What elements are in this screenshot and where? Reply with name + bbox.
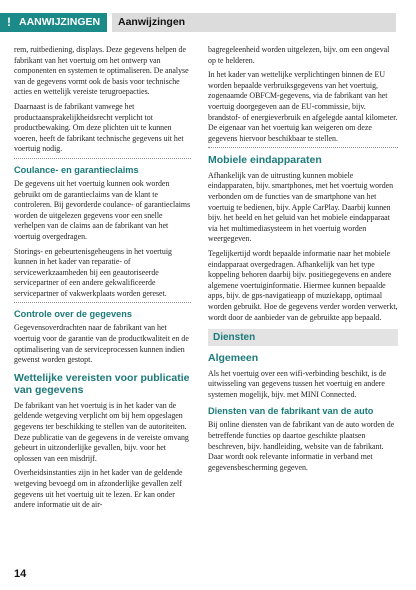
paragraph: De gegevens uit het voertuig kunnen ook worden gebruikt om de garantieclaims van de klant te controleren. Bij gevorderde coulance- of garantieclaims worden de uitgelezen gegevens voor een snelle verhelpen van de claims aan de fabrikant van het voertuig overgedragen. <box>14 178 191 241</box>
paragraph: rem, ruitbediening, displays. Deze gegevens helpen de fabrikant van het voertuig om het ontwerp van componenten en systemen te optimaliseren. De analyse van de gegevens vormt ook de basis voor technische acties en wettelijk vereiste terugroepacties. <box>14 45 189 97</box>
paragraph: Storings- en gebeurtenisgeheugens in het voertuig kunnen in het kader van reparatie- of servicewerkzaamheden bij een geautoriseerde servicepartner of een andere gekwalificeerde servicepartner of vakwerkplaats worden gereset. <box>14 247 191 304</box>
heading-algemeen: Algemeen <box>208 352 259 365</box>
section-tab <box>0 13 107 32</box>
subheading-diensten-fabrikant: Diensten van de fabrikant van de auto <box>208 406 374 417</box>
section-band-diensten: Diensten <box>208 329 398 346</box>
paragraph: Bij online diensten van de fabrikant van de auto worden de betreffende functies op daartoe geschikte plaatsen beschreven, bijv. handleiding, website van de fabrikant. Daar wordt ook relevante informatie in verband met gegevensbescherming gegeven. <box>208 420 395 472</box>
paragraph: Als het voertuig over een wifi-verbinding beschikt, is de uitwisseling van gegevens tussen het voertuig en andere systemen mogelijk, bijv. met MINI Connected. <box>208 368 387 399</box>
heading-mobiele-eindapparaten: Mobiele eindapparaten <box>208 154 322 167</box>
paragraph: De fabrikant van het voertuig is in het kader van de geldende wetgeving verplicht om bij hem opgeslagen gegevens ter beschikking te stellen van de autoriteiten. Deze publicatie van de gegevens in de vereiste omvang gebeurt in uitzonderlijke gevallen, bijv. voor het oplossen van een misdrijf. <box>14 400 189 463</box>
chapter-title: Aanwijzingen <box>112 13 396 32</box>
paragraph: Daarnaast is de fabrikant vanwege het productaansprakelijkheidsrecht verplicht tot productbewaking. Om deze plichten uit te kunnen voeren, heeft de fabrikant technische gegevens uit het voertuig nodig. <box>14 102 191 159</box>
subheading-controle: Controle over de gegevens <box>14 309 132 320</box>
paragraph: bagregeleenheid worden uitgelezen, bijv. om een ongeval op te helderen. <box>208 45 390 65</box>
paragraph: Tegelijkertijd wordt bepaalde informatie naar het mobiele eindapparaat overgedragen. Afhankelijk van het type koppeling behoren daarbij bijv. positiegegevens en andere algemene voertuiginformatie. Hiermee kunnen bepaalde apps, bijv. de gps-navigatieapp of muziekapp, optimaal worden gebruikt. Hoe de gegevens verder worden verwerkt, wordt door de aanbieder van de gebruikte app bepaald. <box>208 249 398 322</box>
subheading-coulance: Coulance- en garantieclaims <box>14 164 139 175</box>
right-column <box>208 45 398 477</box>
paragraph: Afhankelijk van de uitrusting kunnen mobiele eindapparaten, bijv. smartphones, met het voertuig worden verbonden om de functies van de smartphone van het voertuig te bedienen, bijv. Apple CarPlay. Daarbij kunnen bijv. het beeld en het geluid van het mobiele eindapparaat via het multimediasysteem in het voertuig worden weergegeven. <box>208 170 394 244</box>
left-column <box>14 45 191 515</box>
paragraph: In het kader van wettelijke verplichtingen binnen de EU worden bepaalde verbruiksgegevens van het voertuig, zogenaamde OBFCM-gegevens, via de fabrikant van het voertuig doorgegeven aan de EU-commissie, bijv. brandstof- of energieverbruik en afgelegde aantal kilometer. De eigenaar van het voertuig kan weigeren om deze gegevens hiervoor beschikbaar te stellen. <box>208 70 398 148</box>
page-header <box>0 13 416 32</box>
paragraph: Gegevensoverdrachten naar de fabrikant van het voertuig voor de garantie van de productkwaliteit en de optimalisering van de serviceprocessen kunnen indien gewenst worden gestopt. <box>14 323 189 365</box>
warning-icon: ! <box>7 15 11 29</box>
page-number: 14 <box>14 568 27 580</box>
section-label: AANWIJZINGEN <box>19 16 101 28</box>
heading-wettelijke-vereisten: Wettelijke vereisten voor publicatie van gegevens <box>14 371 190 397</box>
paragraph: Overheidsinstanties zijn in het kader van de geldende wetgeving bevoegd om in afzonderlijke gevallen zelf gegevens uit het voertuig uit te lezen. Er kan onder andere informatie uit de air- <box>14 468 183 510</box>
